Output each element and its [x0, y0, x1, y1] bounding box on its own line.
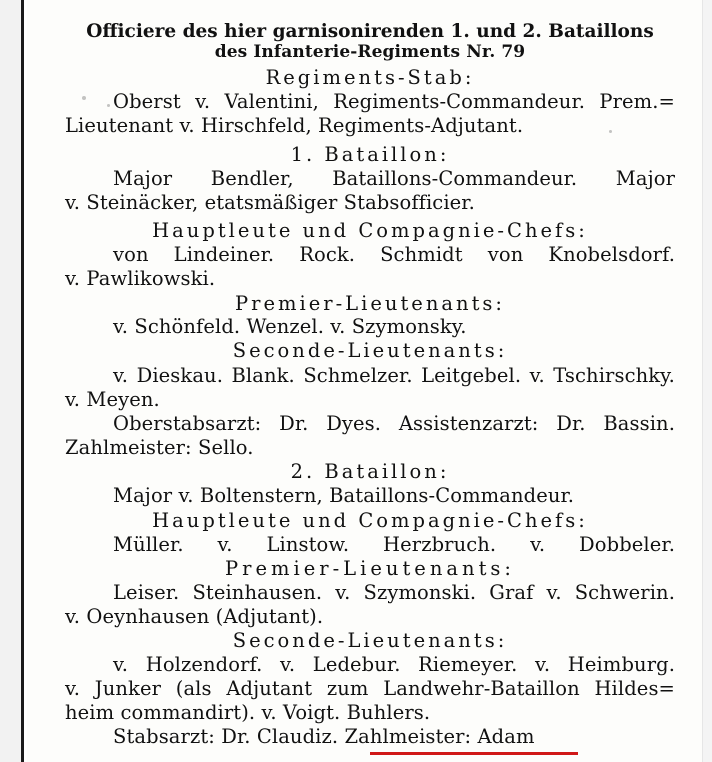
bataillon-1-major-line: Major Bendler, Bataillons-Commandeur. Major [113, 167, 675, 190]
bataillon-2-stabsarzt-line: Stabsarzt: Dr. Claudiz. Zahlmeister: Adam [113, 725, 535, 748]
document-title-line-2: des Infanterie-Regiments Nr. 79 [214, 42, 526, 62]
bataillon-2-seconde-heading: Seconde-Lieutenants: [232, 629, 508, 652]
viewer-left-border [0, 0, 24, 762]
print-speck [82, 96, 86, 100]
bataillon-1-major-line: v. Steinäcker, etatsmäßiger Stabsofficier. [65, 191, 475, 214]
regiments-stab-heading: Regiments-Stab: [265, 66, 475, 89]
bataillon-1-aerzte-line: Oberstabsarzt: Dr. Dyes. Assistenzarzt: Dr. Bassin. [113, 412, 675, 435]
bataillon-1-zahlmeister-line: Zahlmeister: Sello. [65, 436, 254, 459]
regiments-stab-line: Oberst v. Valentini, Regiments-Commandeur. Prem.= [113, 90, 675, 113]
bataillon-2-major-line: Major v. Boltenstern, Bataillons-Commandeur. [113, 484, 575, 507]
print-speck [609, 130, 612, 133]
regiments-stab-line: Lieutenant v. Hirschfeld, Regiments-Adjutant. [65, 114, 524, 137]
bataillon-2-heading: 2. Bataillon: [290, 460, 450, 483]
bataillon-2-seconde-line: heim commandirt). v. Voigt. Buhlers. [65, 701, 431, 724]
bataillon-1-premier-heading: Premier-Lieutenants: [235, 292, 505, 315]
bataillon-1-seconde-line: v. Meyen. [65, 388, 160, 411]
viewer-right-margin [702, 0, 712, 762]
print-speck [107, 104, 110, 107]
bataillon-1-hauptleute-heading: Hauptleute und Compagnie-Chefs: [152, 219, 588, 242]
red-underline-highlight [370, 752, 578, 755]
bataillon-2-premier-line: v. Oeynhausen (Adjutant). [65, 605, 324, 628]
bataillon-2-premier-line: Leiser. Steinhausen. v. Szymonski. Graf v. Schwerin. [113, 581, 675, 604]
document-page [27, 0, 702, 762]
bataillon-2-hauptleute-heading: Hauptleute und Compagnie-Chefs: [152, 509, 588, 532]
bataillon-1-premier-line: v. Schönfeld. Wenzel. v. Szymonsky. [113, 315, 467, 338]
bataillon-2-hauptleute-line: Müller. v. Linstow. Herzbruch. v. Dobbeler. [113, 533, 675, 556]
bataillon-1-hauptleute-line: von Lindeiner. Rock. Schmidt von Knobelsdorf. [113, 243, 675, 266]
bataillon-2-seconde-line: v. Holzendorf. v. Ledebur. Riemeyer. v. Heimburg. [113, 653, 675, 676]
bataillon-1-seconde-line: v. Dieskau. Blank. Schmelzer. Leitgebel. v. Tschirschky. [113, 364, 675, 387]
bataillon-2-premier-heading: Premier-Lieutenants: [225, 557, 515, 580]
bataillon-2-seconde-line: v. Junker (als Adjutant zum Landwehr-Bataillon Hildes= [65, 677, 675, 700]
bataillon-1-seconde-heading: Seconde-Lieutenants: [232, 339, 508, 362]
bataillon-1-hauptleute-line: v. Pawlikowski. [65, 267, 216, 290]
document-title-line-1: Officiere des hier garnisonirenden 1. und 2. Bataillons [86, 21, 654, 42]
bataillon-1-heading: 1. Bataillon: [290, 143, 450, 166]
